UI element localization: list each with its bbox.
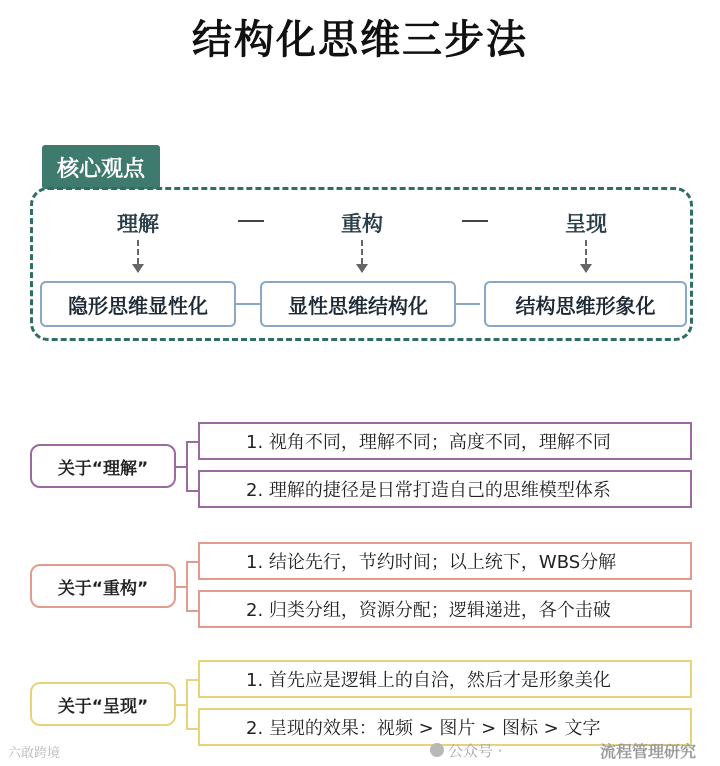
- topic-bracket: [176, 440, 200, 492]
- topic-item: 2. 归类分组，资源分配；逻辑递进，各个击破: [198, 590, 692, 628]
- topic-item: 2. 理解的捷径是日常打造自己的思维模型体系: [198, 470, 692, 508]
- step-label-present: 呈现: [565, 212, 607, 236]
- box-connector: [456, 303, 480, 305]
- step-separator: [462, 220, 488, 222]
- down-arrow-icon: [132, 240, 144, 274]
- watermark-middle: 公众号 ·: [448, 742, 503, 760]
- topic-item: 2. 呈现的效果：视频 > 图片 > 图标 > 文字: [198, 708, 692, 746]
- topic-bracket: [176, 560, 200, 612]
- step-separator: [238, 220, 264, 222]
- page-title: 结构化思维三步法: [192, 17, 528, 63]
- core-box-understand: 隐形思维显性化: [40, 281, 236, 327]
- topic-box: 关于“理解”: [30, 444, 176, 488]
- step-label-understand: 理解: [117, 212, 159, 236]
- core-viewpoint-tag: 核心观点: [42, 145, 160, 189]
- topic-bracket: [176, 678, 200, 730]
- topic-box: 关于“呈现”: [30, 682, 176, 726]
- core-box-present: 结构思维形象化: [484, 281, 687, 327]
- watermark-left: 六敢跨境: [8, 746, 61, 761]
- down-arrow-icon: [580, 240, 592, 274]
- topic-item: 1. 结论先行，节约时间；以上统下，WBS分解: [198, 542, 692, 580]
- box-connector: [236, 303, 260, 305]
- watermark-right: 流程管理研究: [599, 742, 696, 761]
- step-label-restructure: 重构: [341, 212, 383, 236]
- core-box-restructure: 显性思维结构化: [260, 281, 456, 327]
- topic-item: 1. 首先应是逻辑上的自洽，然后才是形象美化: [198, 660, 692, 698]
- topic-item: 1. 视角不同，理解不同；高度不同，理解不同: [198, 422, 692, 460]
- topic-box: 关于“重构”: [30, 564, 176, 608]
- down-arrow-icon: [356, 240, 368, 274]
